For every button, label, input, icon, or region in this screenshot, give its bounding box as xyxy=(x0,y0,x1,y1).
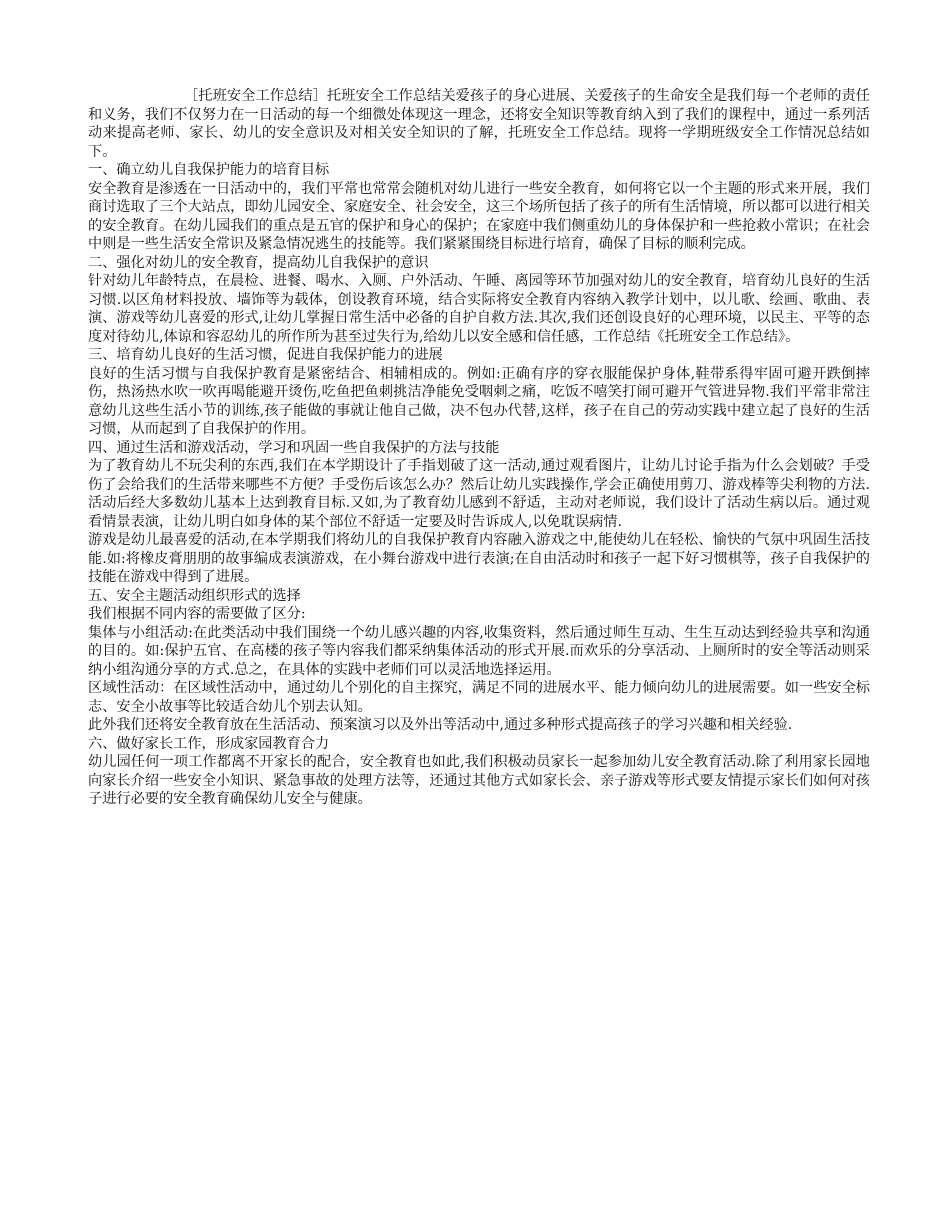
section-paragraph: 游戏是幼儿最喜爱的活动,在本学期我们将幼儿的自我保护教育内容融入游戏之中,能使幼儿在轻松、愉快的气氛中巩固生活技能.如:将橡皮膏朋朋的故事编成表演游戏，在小舞台游戏中进行表演;在自由活动时和孩子一起下好习惯棋等，孩子自我保护的技能在游戏中得到了进展。 xyxy=(88,532,870,585)
section-paragraph: 集体与小组活动:在此类活动中我们围绕一个幼儿感兴趣的内容,收集资料，然后通过师生互动、生生互动达到经验共享和沟通的目的。如:保护五官、在高楼的孩子等内容我们都采纳集体活动的形式开展.而欢乐的分享活动、上厕所时的安全等活动则采纳小组沟通分享的方式.总之，在具体的实践中老师们可以灵活地选择运用。 xyxy=(88,624,870,678)
section-paragraph: 幼儿园任何一项工作都离不开家长的配合，安全教育也如此,我们积极动员家长一起参加幼儿安全教育活动.除了利用家长园地向家长介绍一些安全小知识、紧急事故的处理方法等，还通过其他方式如家长会、亲子游戏等形式要友情提示家长们如何对孩子进行必要的安全教育确保幼儿安全与健康。 xyxy=(88,754,870,807)
section-paragraph: 为了教育幼儿不玩尖利的东西,我们在本学期设计了手指划破了这一活动,通过观看图片，让幼儿讨论手指为什么会划破？手受伤了会给我们的生活带来哪些不方便？手受伤后该怎么办？然后让幼儿实践操作,学会正确使用剪刀、游戏棒等尖利物的方法.活动后经大多数幼儿基本上达到教育目标.又如,为了教育幼儿感到不舒适，主动对老师说，我们设计了活动生病以后。通过观看情景表演，让幼儿明白如身体的某个部位不舒适一定要及时告诉成人,以免耽误病情. xyxy=(88,458,870,530)
section-2 xyxy=(88,254,870,347)
document-body xyxy=(88,87,870,809)
section-5 xyxy=(88,587,870,735)
section-heading: 四、通过生活和游戏活动，学习和巩固一些自我保护的方法与技能 xyxy=(88,439,500,456)
section-paragraph: 安全教育是渗透在一日活动中的，我们平常也常常会随机对幼儿进行一些安全教育，如何将它以一个主题的形式来开展，我们商讨选取了三个大站点，即幼儿园安全、家庭安全、社会安全，这三个场所包括了孩子的所有生活情境，所以都可以进行相关的安全教育。在幼儿园我们的重点是五官的保护和身心的保护；在家庭中我们侧重幼儿的身体保护和一些抢救小常识；在社会中则是一些生活安全常识及紧急情况逃生的技能等。我们紧紧围绕目标进行培育，确保了目标的顺利完成。 xyxy=(88,180,870,252)
section-heading: 一、确立幼儿自我保护能力的培育目标 xyxy=(88,162,330,178)
section-heading: 二、强化对幼儿的安全教育，提高幼儿自我保护的意识 xyxy=(88,254,429,271)
section-paragraph: 我们根据不同内容的需要做了区分: xyxy=(88,606,306,622)
section-3 xyxy=(88,346,870,439)
section-heading: 六、做好家长工作，形成家园教育合力 xyxy=(88,735,330,752)
section-6 xyxy=(88,735,870,809)
section-4 xyxy=(88,439,870,587)
section-paragraph: 区域性活动：在区域性活动中，通过幼儿个别化的自主探究，满足不同的进展水平、能力倾向幼儿的进展需要。如一些安全标志、安全小故事等比较适合幼儿个别去认知。 xyxy=(88,680,870,715)
section-1 xyxy=(88,161,870,254)
intro-paragraph: ［托班安全工作总结］托班安全工作总结关爱孩子的身心进展、关爱孩子的生命安全是我们每一个老师的责任和义务，我们不仅努力在一日活动的每一个细微处体现这一理念，还将安全知识等教育纳入到了我们的课程中，通过一系列活动来提高老师、家长、幼儿的安全意识及对相关安全知识的了解，托班安全工作总结。现将一学期班级安全工作情况总结如下。 xyxy=(88,88,870,160)
section-heading: 三、培育幼儿良好的生活习惯，促进自我保护能力的进展 xyxy=(88,347,443,363)
section-paragraph: 针对幼儿年龄特点，在晨检、进餐、喝水、入厕、户外活动、午睡、离园等环节加强对幼儿的安全教育，培育幼儿良好的生活习惯.以区角材料投放、墙饰等为载体，创设教育环境，结合实际将安全教育内容纳入教学计划中，以儿歌、绘画、歌曲、表演、游戏等幼儿喜爱的形式,让幼儿掌握日常生活中必备的自护自救方法.其次,我们还创设良好的心理环境，以民主、平等的态度对待幼儿,体谅和容忍幼儿的所作所为甚至过失行为,给幼儿以安全感和信任感，工作总结《托班安全工作总结》。 xyxy=(88,273,870,345)
section-paragraph: 此外我们还将安全教育放在生活活动、预案演习以及外出等活动中,通过多种形式提高孩子的学习兴趣和相关经验. xyxy=(88,717,793,733)
section-heading: 五、安全主题活动组织形式的选择 xyxy=(88,587,301,604)
section-paragraph: 良好的生活习惯与自我保护教育是紧密结合、相辅相成的。例如:正确有序的穿衣服能保护身体,鞋带系得牢固可避开跌倒摔伤，热汤热水吹一吹再喝能避开烫伤,吃鱼把鱼刺挑洁净能免受咽刺之痛，吃饭不嘻笑打闹可避开气管进异物.我们平常非常注意幼儿这些生活小节的训练,孩子能做的事就让他自己做，决不包办代替,这样，孩子在自己的劳动实践中建立起了良好的生活习惯，从而起到了自我保护的作用。 xyxy=(88,365,870,437)
